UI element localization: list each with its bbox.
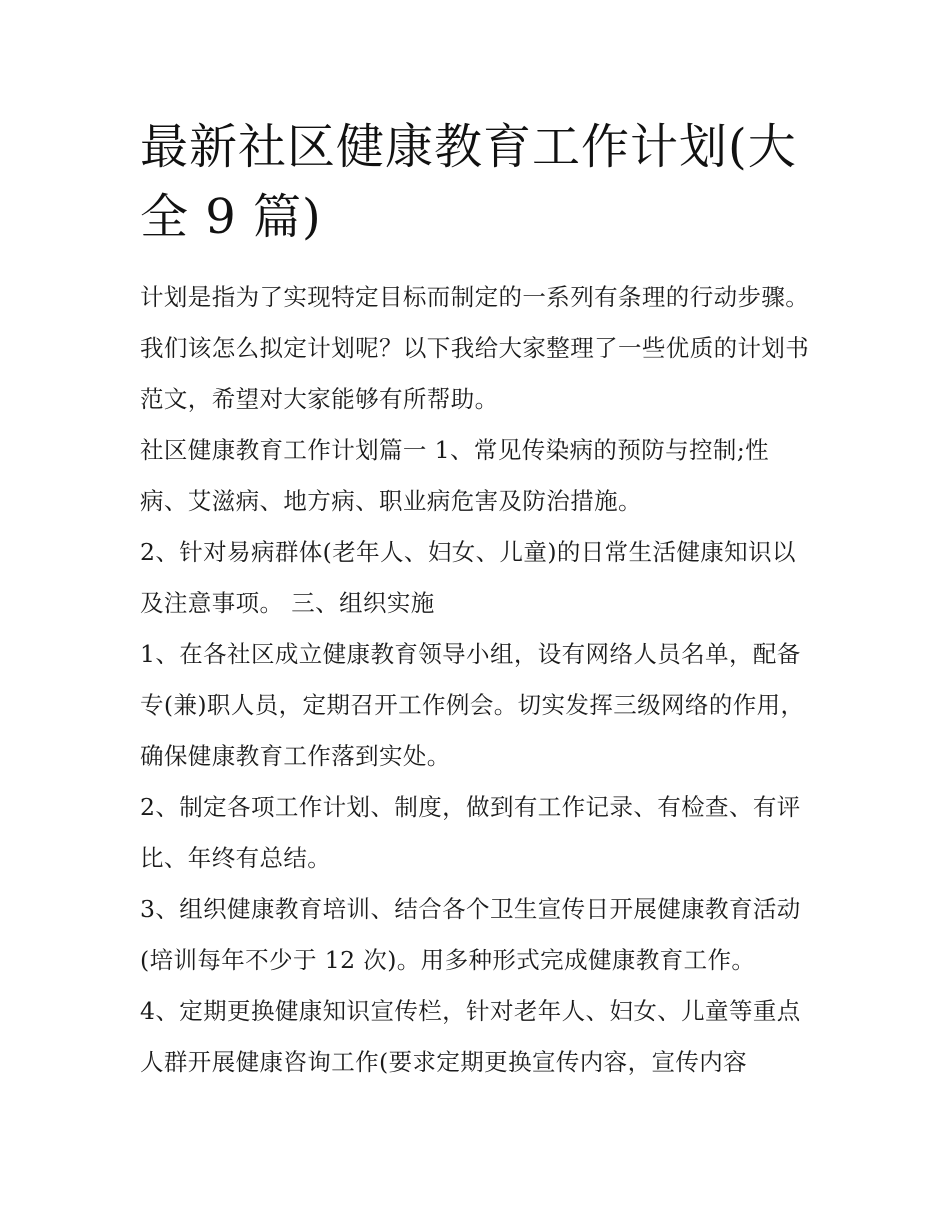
paragraph-vulnerable-groups: 2、针对易病群体(老年人、妇女、儿童)的日常生活健康知识以及注意事项。 三、组织实施 [140, 538, 796, 617]
paragraph-item-4: 4、定期更换健康知识宣传栏，针对老年人、妇女、儿童等重点人群开展健康咨询工作(要求定期更换宣传内容，宣传内容 [140, 997, 801, 1076]
document-body [140, 272, 812, 1088]
document-title: 最新社区健康教育工作计划(大全 9 篇) [140, 119, 797, 245]
paragraph-plan-one: 社区健康教育工作计划篇一 1、常见传染病的预防与控制;性病、艾滋病、地方病、职业病危害及防治措施。 [140, 436, 770, 515]
paragraph-intro: 计划是指为了实现特定目标而制定的一系列有条理的行动步骤。我们该怎么拟定计划呢？以下我给大家整理了一些优质的计划书范文，希望对大家能够有所帮助。 [140, 283, 810, 413]
document-content [140, 112, 812, 1088]
paragraph-item-3: 3、组织健康教育培训、结合各个卫生宣传日开展健康教育活动(培训每年不少于 12 次)。用多种形式完成健康教育工作。 [140, 895, 801, 974]
paragraph-item-1: 1、在各社区成立健康教育领导小组，设有网络人员名单，配备专(兼)职人员，定期召开工作例会。切实发挥三级网络的作用，确保健康教育工作落到实处。 [140, 640, 805, 770]
paragraph-item-2: 2、制定各项工作计划、制度，做到有工作记录、有检查、有评比、年终有总结。 [140, 793, 801, 872]
